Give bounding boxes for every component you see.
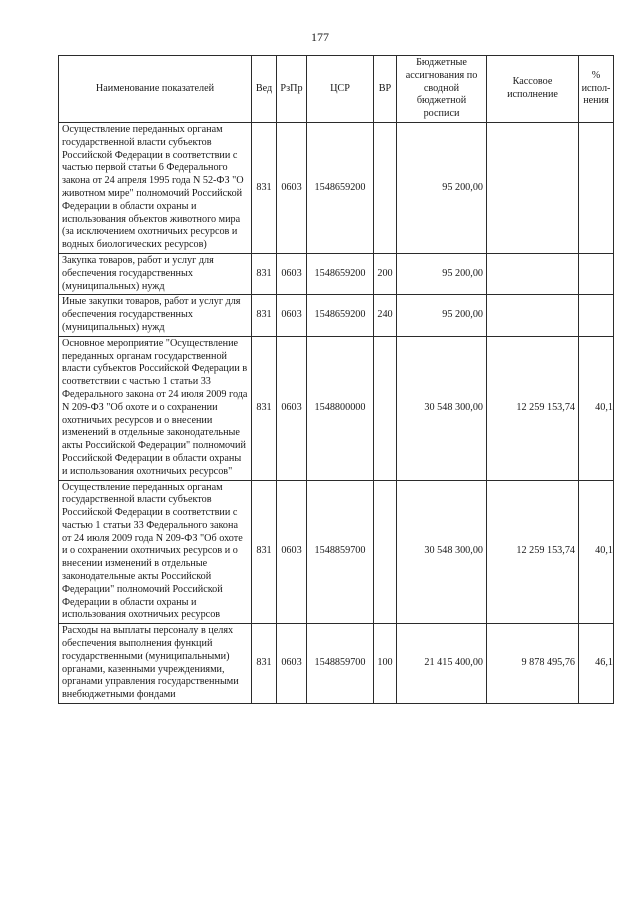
table-row (59, 253, 614, 294)
row-pct (579, 122, 614, 253)
row-cash: 12 259 153,74 (487, 480, 579, 624)
table-row (59, 480, 614, 624)
row-csr: 1548859700 (307, 480, 374, 624)
row-vr (374, 336, 397, 480)
header-pct: % испол-нения (579, 56, 614, 123)
row-pct (579, 253, 614, 294)
row-vr (374, 480, 397, 624)
row-name: Иные закупки товаров, работ и услуг для обеспечения государственных (муниципальных) нужд (59, 295, 252, 336)
row-ved: 831 (252, 624, 277, 704)
row-pct: 40,1 (579, 336, 614, 480)
header-rzpr: РзПр (277, 56, 307, 123)
row-rzpr: 0603 (277, 336, 307, 480)
row-name: Осуществление переданных органам государственной власти субъектов Российской Федерации в соответствии с частью первой статьи 6 Федерального закона от 24 апреля 1995 года N 52-ФЗ "О животном мире" полномочий Российской Федерации в области охраны и использования объектов животного мира (за исключением охотничьих ресурсов и водных биологических ресурсов) (59, 122, 252, 253)
row-name: Расходы на выплаты персоналу в целях обеспечения выполнения функций государственными (муниципальными) органами, казенными учреждениями, органами управления государственными внебюджетными фондами (59, 624, 252, 704)
row-cash (487, 253, 579, 294)
table-row (59, 295, 614, 336)
row-vr: 200 (374, 253, 397, 294)
row-ved: 831 (252, 253, 277, 294)
budget-execution-table (58, 55, 614, 704)
row-pct: 46,1 (579, 624, 614, 704)
page-number: 177 (311, 30, 329, 44)
row-csr: 1548659200 (307, 253, 374, 294)
row-vr: 100 (374, 624, 397, 704)
header-csr: ЦСР (307, 56, 374, 123)
row-rzpr: 0603 (277, 480, 307, 624)
row-name: Основное мероприятие "Осуществление переданных органам государственной власти субъектов Российской Федерации в соответствии с частью 1 статьи 33 Федерального закона от 24 июля 2009 года N 209-ФЗ "Об охоте и о сохранении охотничьих ресурсов и о внесении изменений в отдельные законодательные акты Российской Федерации" полномочий Российской Федерации в области охраны и использования охотничьих ресурсов" (59, 336, 252, 480)
row-ved: 831 (252, 295, 277, 336)
row-budget: 21 415 400,00 (397, 624, 487, 704)
header-name: Наименование показателей (59, 56, 252, 123)
table-row (59, 624, 614, 704)
row-rzpr: 0603 (277, 624, 307, 704)
row-name: Осуществление переданных органам государственной власти субъектов Российской Федерации в соответствии с частью 1 статьи 33 Федерального закона от 24 июля 2009 года N 209-ФЗ "Об охоте и о сохранении охотничьих ресурсов и о внесении изменений в отдельные законодательные акты Российской Федерации" полномочий Российской Федерации в области охраны и использования охотничьих ресурсов (59, 480, 252, 624)
row-budget: 30 548 300,00 (397, 480, 487, 624)
row-csr: 1548800000 (307, 336, 374, 480)
row-budget: 95 200,00 (397, 295, 487, 336)
header-ved: Вед (252, 56, 277, 123)
header-vr: ВР (374, 56, 397, 123)
row-rzpr: 0603 (277, 122, 307, 253)
row-cash: 9 878 495,76 (487, 624, 579, 704)
table-row (59, 122, 614, 253)
row-cash (487, 295, 579, 336)
row-cash (487, 122, 579, 253)
row-budget: 95 200,00 (397, 253, 487, 294)
table-header-row (59, 56, 614, 123)
row-budget: 95 200,00 (397, 122, 487, 253)
row-vr (374, 122, 397, 253)
row-csr: 1548859700 (307, 624, 374, 704)
row-ved: 831 (252, 336, 277, 480)
header-cash: Кассовое исполнение (487, 56, 579, 123)
row-pct: 40,1 (579, 480, 614, 624)
row-name: Закупка товаров, работ и услуг для обеспечения государственных (муниципальных) нужд (59, 253, 252, 294)
row-csr: 1548659200 (307, 122, 374, 253)
row-pct (579, 295, 614, 336)
row-csr: 1548659200 (307, 295, 374, 336)
header-budget: Бюджетные ассигнования по сводной бюджетной росписи (397, 56, 487, 123)
row-budget: 30 548 300,00 (397, 336, 487, 480)
row-ved: 831 (252, 122, 277, 253)
table-row (59, 336, 614, 480)
row-rzpr: 0603 (277, 253, 307, 294)
row-vr: 240 (374, 295, 397, 336)
row-cash: 12 259 153,74 (487, 336, 579, 480)
row-rzpr: 0603 (277, 295, 307, 336)
row-ved: 831 (252, 480, 277, 624)
